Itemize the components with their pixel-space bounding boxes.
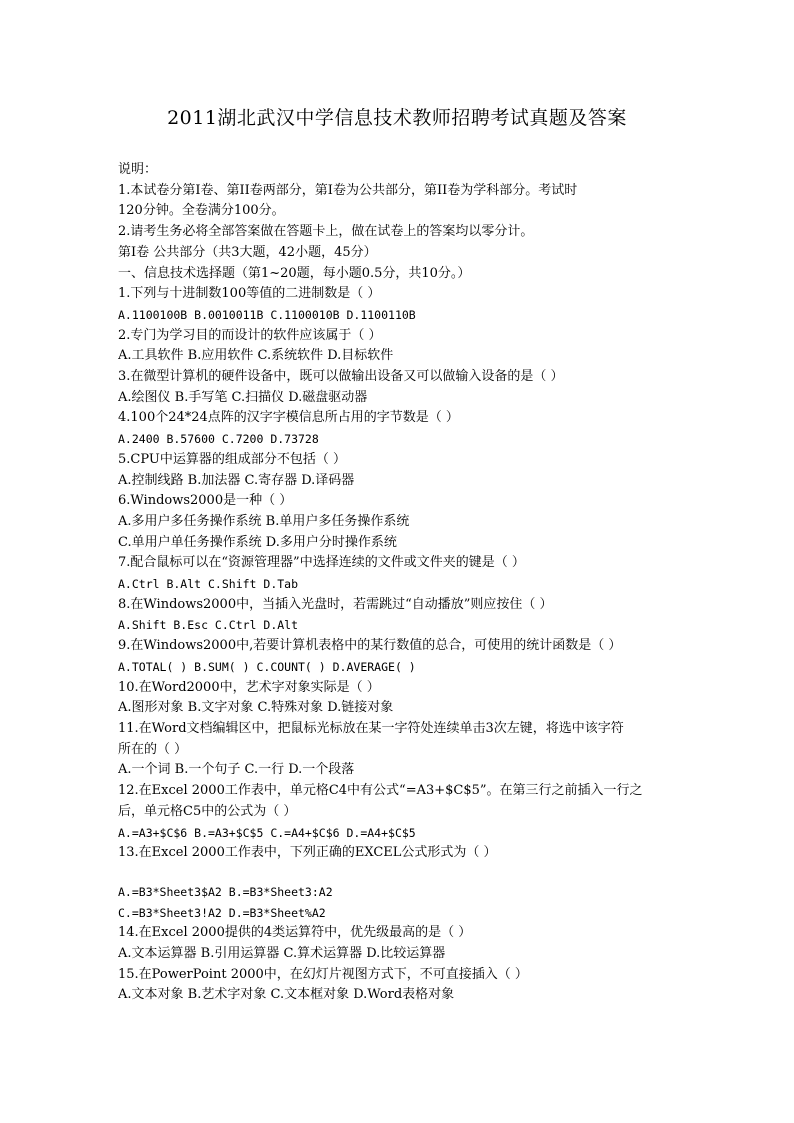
- answer-options-7: A.Ctrl B.Alt C.Shift D.Tab: [118, 577, 299, 592]
- answer-options-8: A.Shift B.Esc C.Ctrl D.Alt: [118, 618, 299, 633]
- question-3: 3.在微型计算机的硬件设备中，既可以做输出设备又可以做输入设备的是（ ）: [118, 369, 564, 385]
- question-11-cont: 所在的（ ）: [118, 741, 188, 757]
- question-9: 9.在Windows2000中,若要计算机表格中的某行数值的总合，可使用的统计函数是（ ）: [118, 638, 622, 654]
- question-6: 6.Windows2000是一种（ ）: [118, 493, 293, 509]
- question-14: 14.在Excel 2000提供的4类运算符中，优先级最高的是（ ）: [118, 925, 472, 941]
- section-heading: 一、信息技术选择题（第1~20题，每小题0.5分，共10分。）: [118, 265, 471, 281]
- answer-options-9: A.TOTAL( ) B.SUM( ) C.COUNT( ) D.AVERAGE( ): [118, 659, 416, 674]
- question-13: 13.在Excel 2000工作表中，下列正确的EXCEL公式形式为（ ）: [118, 845, 497, 861]
- answer-options-3: A.绘图仪 B.手写笔 C.扫描仪 D.磁盘驱动器: [118, 389, 368, 405]
- answer-options-4: A.2400 B.57600 C.7200 D.73728: [118, 432, 319, 447]
- answer-options-6a: A.多用户多任务操作系统 B.单用户多任务操作系统: [118, 513, 410, 529]
- section-heading: 第Ⅰ卷 公共部分（共3大题，42小题，45分）: [118, 244, 377, 260]
- question-8: 8.在Windows2000中，当插入光盘时，若需跳过“自动播放”则应按住（ ）: [118, 596, 553, 612]
- question-5: 5.CPU中运算器的组成部分不包括（ ）: [118, 451, 346, 467]
- question-15: 15.在PowerPoint 2000中，在幻灯片视图方式下，不可直接插入（ ）: [118, 966, 528, 982]
- question-7: 7.配合鼠标可以在“资源管理器”中选择连续的文件或文件夹的键是（ ）: [118, 555, 525, 571]
- answer-options-5: A.控制线路 B.加法器 C.寄存器 D.译码器: [118, 472, 355, 488]
- answer-options-15: A.文本对象 B.艺术字对象 C.文本框对象 D.Word表格对象: [118, 987, 455, 1003]
- answer-options-13a: A.=B3*Sheet3$A2 B.=B3*Sheet3:A2: [118, 884, 333, 899]
- text-line: 1.本试卷分第Ⅰ卷、第II卷两部分，第Ⅰ卷为公共部分，第II卷为学科部分。考试时: [118, 182, 578, 198]
- answer-options-6b: C.单用户单任务操作系统 D.多用户分时操作系统: [118, 534, 397, 550]
- answer-options-11: A.一个词 B.一个句子 C.一行 D.一个段落: [118, 762, 355, 778]
- text-line: 120分钟。全卷满分100分。: [118, 203, 285, 219]
- question-12-cont: 后，单元格C5中的公式为（ ）: [118, 803, 297, 819]
- answer-options-12: A.=A3+$C$6 B.=A3+$C$5 C.=A4+$C$6 D.=A4+$C$5: [118, 825, 416, 840]
- answer-options-1: A.1100100B B.0010011B C.1100010B D.1100110B: [118, 307, 416, 322]
- answer-options-10: A.图形对象 B.文字对象 C.特殊对象 D.链接对象: [118, 700, 394, 716]
- question-12: 12.在Excel 2000工作表中，单元格C4中有公式“=A3+$C$5”。在第三行之前插入一行之: [118, 783, 643, 799]
- text-line: 说明：: [118, 162, 158, 177]
- document-title: 2011湖北武汉中学信息技术教师招聘考试真题及答案: [167, 107, 627, 129]
- answer-options-2: A.工具软件 B.应用软件 C.系统软件 D.目标软件: [118, 348, 394, 364]
- question-10: 10.在Word2000中，艺术字对象实际是（ ）: [118, 679, 380, 695]
- question-2: 2.专门为学习目的而设计的软件应该属于（ ）: [118, 327, 382, 343]
- document-body: [118, 160, 688, 1006]
- answer-options-13b: C.=B3*Sheet3!A2 D.=B3*Sheet%A2: [118, 905, 326, 920]
- question-11: 11.在Word文档编辑区中，把鼠标光标放在某一字符处连续单击3次左键，将选中该字符: [118, 720, 624, 736]
- text-line: 2.请考生务必将全部答案做在答题卡上，做在试卷上的答案均以零分计。: [118, 224, 534, 240]
- question-4: 4.100个24*24点阵的汉字字模信息所占用的字节数是（ ）: [118, 410, 459, 426]
- question-1: 1.下列与十进制数100等值的二进制数是（ ）: [118, 286, 381, 302]
- answer-options-14: A.文本运算器 B.引用运算器 C.算术运算器 D.比较运算器: [118, 946, 446, 962]
- blank-line: [118, 864, 688, 882]
